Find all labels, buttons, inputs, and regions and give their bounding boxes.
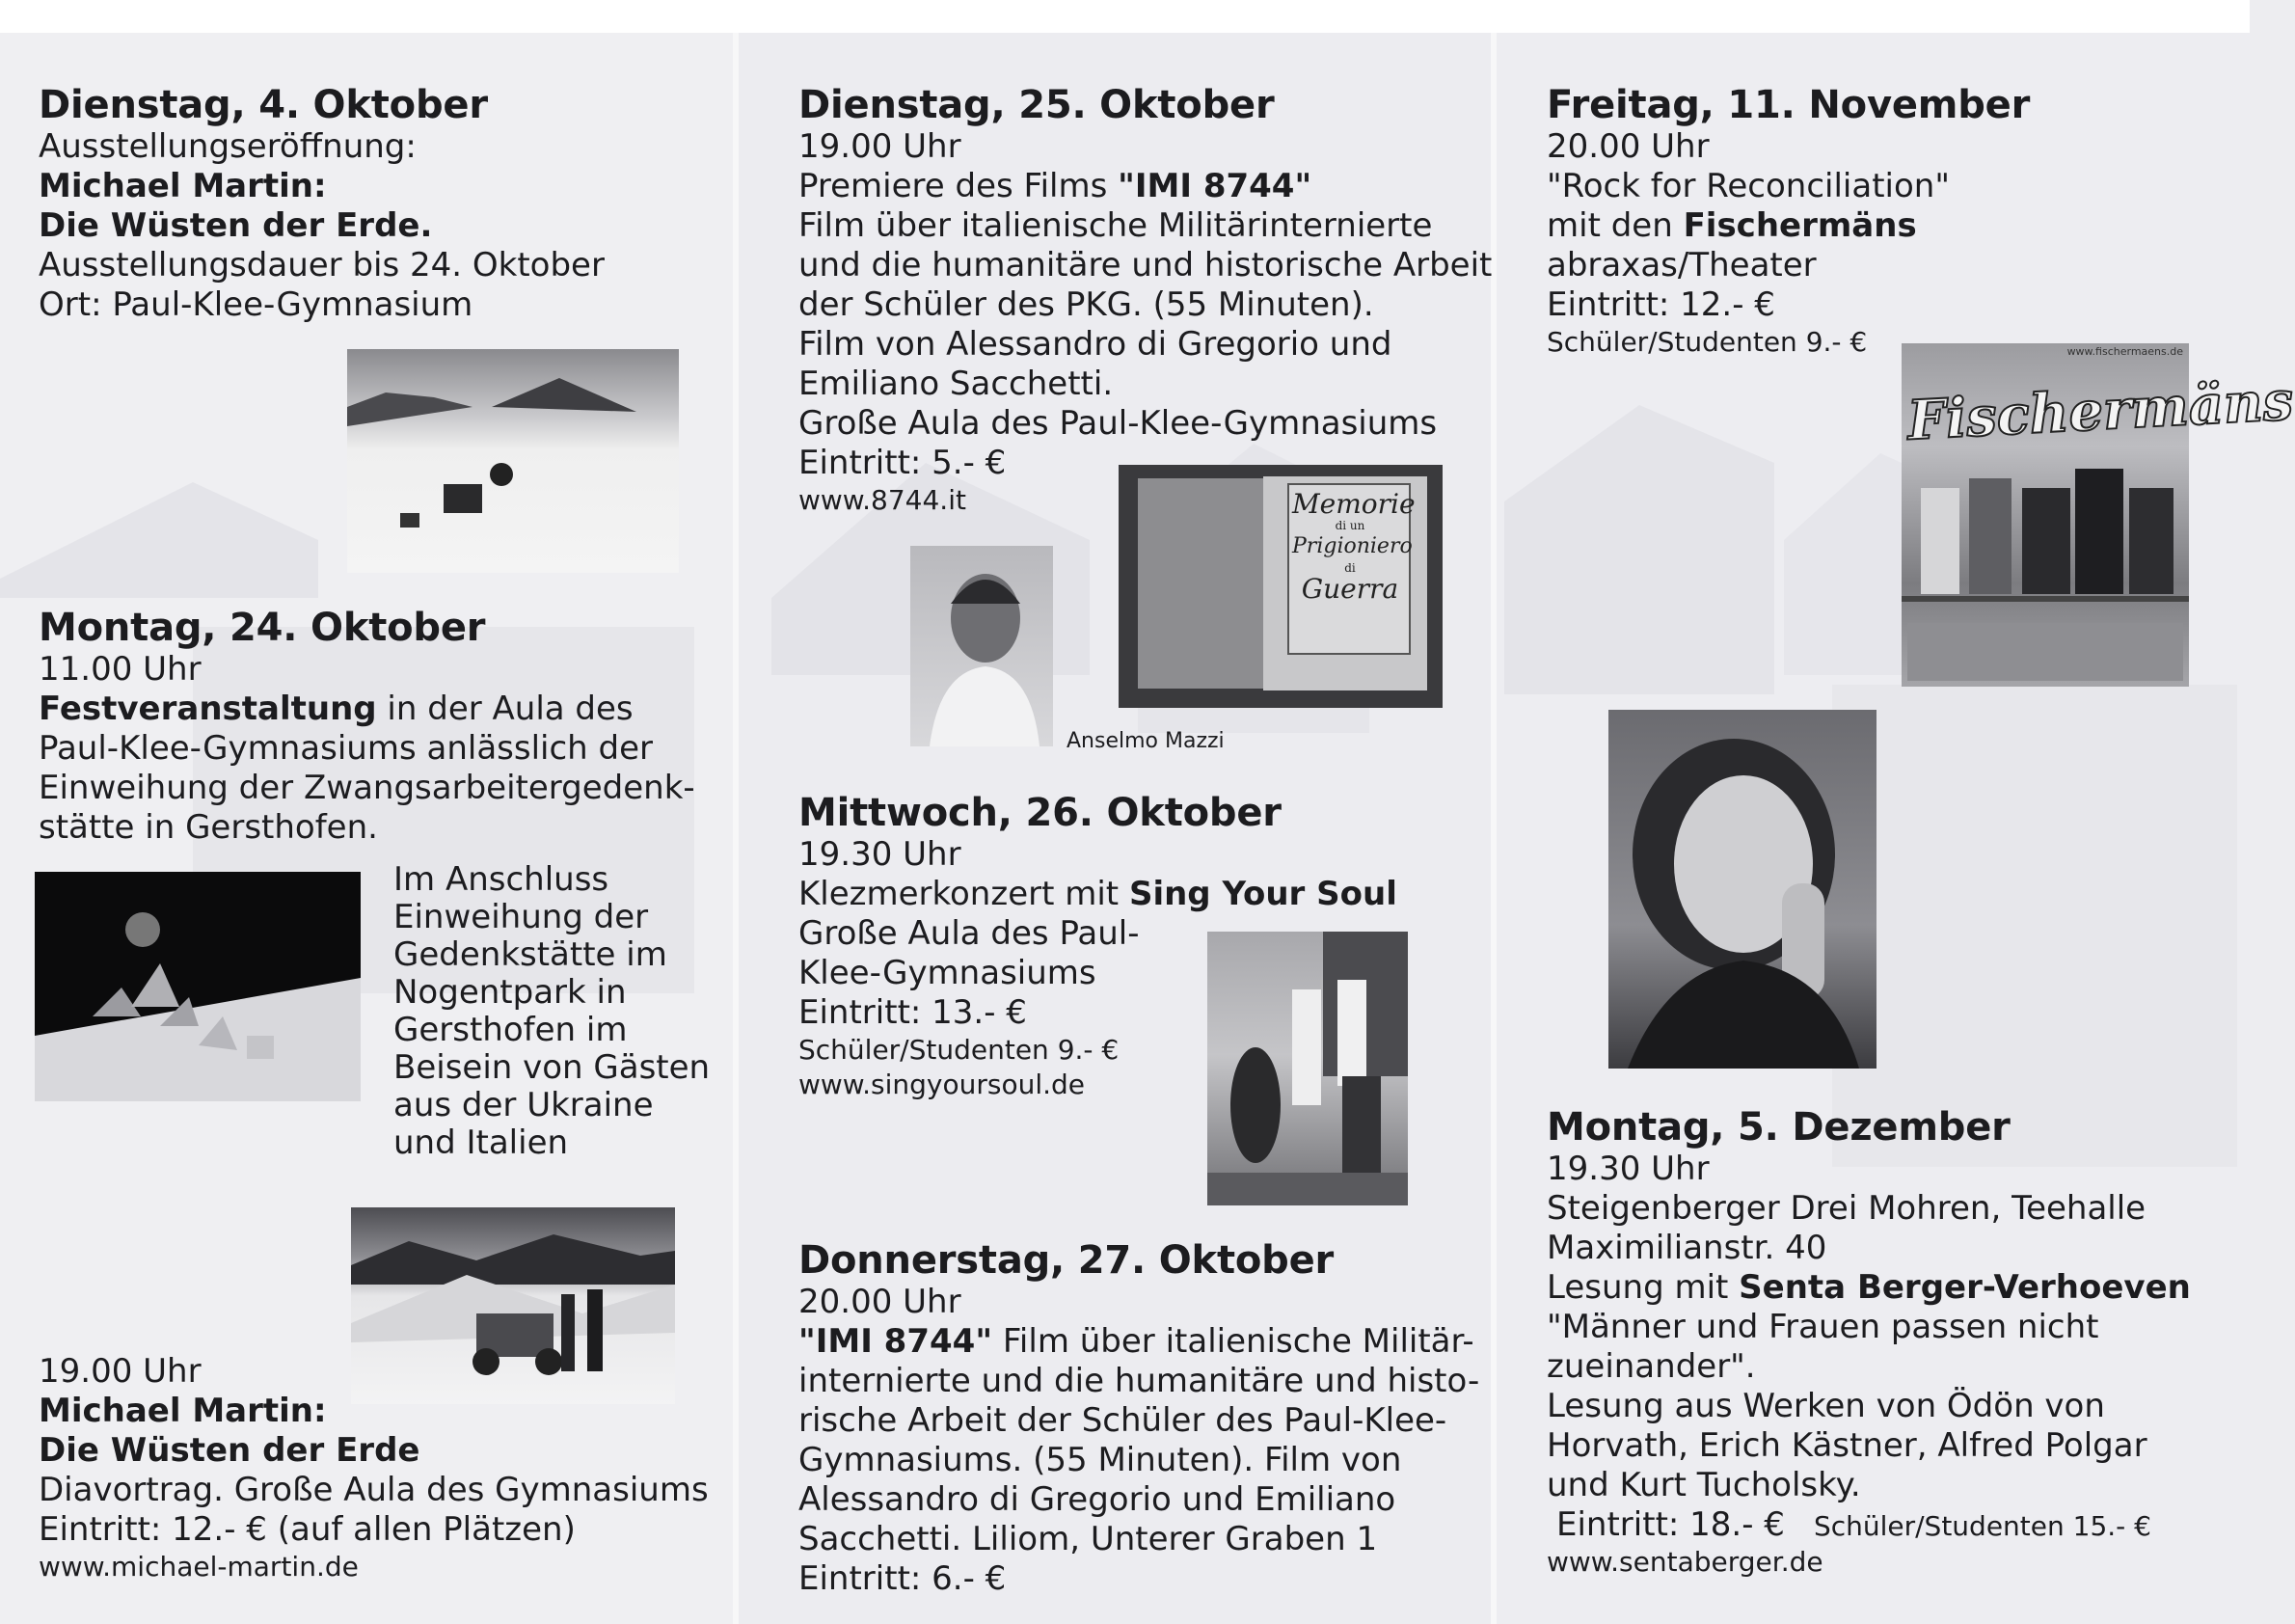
event-description: Diavortrag. Große Aula des Gymnasiums (39, 1471, 709, 1509)
portrait-photo-anselmo-mazzi (910, 546, 1053, 746)
event-description-line: Gymnasiums. (55 Minuten). Film von (798, 1441, 1402, 1479)
event-oct-24-evening (39, 1352, 709, 1584)
event-url[interactable]: www.michael-martin.de (39, 1551, 359, 1583)
event-description-line: und die humanitäre und historische Arbeit (798, 246, 1493, 284)
book-title-word: di un (1335, 519, 1365, 532)
event-description-line: Paul-Klee-Gymnasiums anlässlich der (39, 729, 654, 768)
event-subtitle: Ausstellungseröffnung: (39, 127, 417, 166)
event-title: Michael Martin: (39, 167, 327, 205)
side-text-line: Gedenkstätte im (393, 935, 667, 974)
event-time: 20.00 Uhr (1547, 127, 1710, 166)
event-date: Dienstag, 4. Oktober (39, 83, 488, 127)
band-name: Fischermäns (1683, 206, 1917, 245)
event-location: Große Aula des Paul-Klee-Gymnasiums (798, 404, 1438, 443)
event-description-text: Lesung mit (1547, 1268, 1740, 1307)
event-location: Sacchetti. Liliom, Unterer Graben 1 (798, 1520, 1378, 1558)
fischermaens-poster (1902, 343, 2295, 687)
event-location: Klee-Gymnasiums (798, 954, 1096, 992)
event-time: 11.00 Uhr (39, 650, 202, 689)
event-location: abraxas/Theater (1547, 246, 1817, 284)
senta-berger-portrait (1608, 710, 1876, 1069)
event-title: Die Wüsten der Erde. (39, 206, 433, 245)
event-time: 19.00 Uhr (798, 127, 961, 166)
desert-expedition-photo (347, 349, 679, 573)
event-location: Große Aula des Paul- (798, 914, 1140, 953)
event-description-line: Emiliano Sacchetti. (798, 365, 1114, 403)
event-oct-24 (39, 606, 695, 848)
event-time: 19.30 Uhr (798, 835, 961, 874)
event-title: Festveranstaltung (39, 690, 377, 728)
event-description-line (798, 1322, 1479, 1362)
event-fee: Eintritt: 18.- € (1556, 1505, 1785, 1544)
book-title-word: Guerra (1301, 573, 1399, 605)
event-date: Dienstag, 25. Oktober (798, 83, 1275, 127)
event-description-text: mit den (1547, 206, 1684, 245)
event-description-line: der Schüler des PKG. (55 Minuten). (798, 285, 1374, 324)
event-description-text: Film über italienische Militär- (992, 1322, 1474, 1361)
event-description-line (1547, 1268, 2191, 1308)
event-time: 20.00 Uhr (798, 1283, 961, 1321)
event-description-line (798, 875, 1397, 914)
event-title: Die Wüsten der Erde (39, 1431, 420, 1470)
side-text-line: Nogentpark in (393, 973, 627, 1012)
event-address: Maximilianstr. 40 (1547, 1229, 1827, 1267)
event-date: Freitag, 11. November (1547, 83, 2031, 127)
photo-caption: Anselmo Mazzi (1066, 729, 1225, 753)
event-description-text: in der Aula des (376, 690, 634, 728)
event-date: Mittwoch, 26. Oktober (798, 791, 1282, 835)
event-fee: Eintritt: 6.- € (798, 1559, 1007, 1598)
poster-title: Fischermäns (1905, 368, 2295, 453)
poster-url: www.fischermaens.de (2066, 345, 2183, 358)
event-description-line (1547, 206, 2030, 246)
book-memorie-photo (1119, 465, 1443, 708)
author-name: Senta Berger-Verhoeven (1739, 1268, 2191, 1307)
event-time: 19.00 Uhr (39, 1352, 202, 1391)
event-fee: Eintritt: 12.- € (auf allen Plätzen) (39, 1510, 576, 1549)
memorial-sculpture-photo (35, 872, 361, 1101)
event-date: Montag, 24. Oktober (39, 606, 486, 650)
event-oct-25 (798, 83, 1492, 518)
event-date: Montag, 5. Dezember (1547, 1105, 2011, 1150)
event-duration: Ausstellungsdauer bis 24. Oktober (39, 246, 605, 284)
memorial-side-text (393, 860, 710, 1163)
event-description-line: Einweihung der Zwangsarbeitergedenk- (39, 769, 695, 807)
side-text-line: Gersthofen im (393, 1011, 628, 1049)
event-description-line (39, 690, 695, 729)
event-description-line (798, 167, 1492, 206)
event-description-line: internierte und die humanitäre und histo- (798, 1362, 1480, 1400)
event-nov-11 (1547, 83, 2030, 360)
event-description-line: und Kurt Tucholsky. (1547, 1466, 1861, 1504)
event-description-line: Film von Alessandro di Gregorio und (798, 325, 1392, 364)
event-student-fee: Schüler/Studenten 9.- € (798, 1034, 1120, 1066)
band-sing-your-soul-photo (1207, 932, 1408, 1205)
event-title: "Männer und Frauen passen nicht (1547, 1308, 2099, 1346)
event-fee-line (1547, 1505, 2191, 1545)
event-url[interactable]: www.singyoursoul.de (798, 1069, 1086, 1100)
event-url[interactable]: www.8744.it (798, 484, 966, 516)
event-oct-4 (39, 83, 605, 325)
event-description-line: Alessandro di Gregorio und Emiliano (798, 1480, 1396, 1519)
event-fee: Eintritt: 13.- € (798, 993, 1027, 1032)
film-title: "IMI 8744" (798, 1322, 993, 1361)
event-oct-27 (798, 1238, 1479, 1599)
event-url[interactable]: www.sentaberger.de (1547, 1546, 1823, 1578)
film-title: "IMI 8744" (1118, 167, 1312, 205)
event-time: 19.30 Uhr (1547, 1150, 1710, 1188)
side-text-line: Einweihung der (393, 898, 649, 936)
event-date: Donnerstag, 27. Oktober (798, 1238, 1335, 1283)
event-description-text: Premiere des Films (798, 167, 1119, 205)
event-student-fee: Schüler/Studenten 15.- € (1813, 1510, 2151, 1542)
event-description-line: Lesung aus Werken von Ödön von (1547, 1387, 2105, 1425)
event-title: Michael Martin: (39, 1392, 327, 1430)
event-description-line: Film über italienische Militärinternierte (798, 206, 1433, 245)
event-description-line: rische Arbeit der Schüler des Paul-Klee- (798, 1401, 1447, 1440)
event-location: Steigenberger Drei Mohren, Teehalle (1547, 1189, 2146, 1228)
event-description-line: stätte in Gersthofen. (39, 808, 378, 847)
event-location: Ort: Paul-Klee-Gymnasium (39, 285, 473, 324)
side-text-line: Beisein von Gästen (393, 1048, 711, 1087)
event-fee: Eintritt: 5.- € (798, 444, 1007, 482)
side-text-line: Im Anschluss (393, 860, 609, 899)
event-title: zueinander". (1547, 1347, 1756, 1386)
book-title-word: Prigioniero (1292, 534, 1413, 558)
event-dec-5 (1547, 1105, 2191, 1580)
book-title-word: Memorie (1292, 488, 1416, 520)
event-description-text: Klezmerkonzert mit (798, 875, 1129, 913)
event-description-line: Horvath, Erich Kästner, Alfred Polgar (1547, 1426, 2147, 1465)
band-name: Sing Your Soul (1128, 875, 1397, 913)
side-text-line: aus der Ukraine (393, 1086, 654, 1124)
book-title-word: di (1344, 561, 1356, 575)
event-fee: Eintritt: 12.- € (1547, 285, 1775, 324)
side-text-line: und Italien (393, 1123, 569, 1162)
event-title: "Rock for Reconciliation" (1547, 167, 1950, 205)
event-student-fee: Schüler/Studenten 9.- € (1547, 326, 1868, 358)
